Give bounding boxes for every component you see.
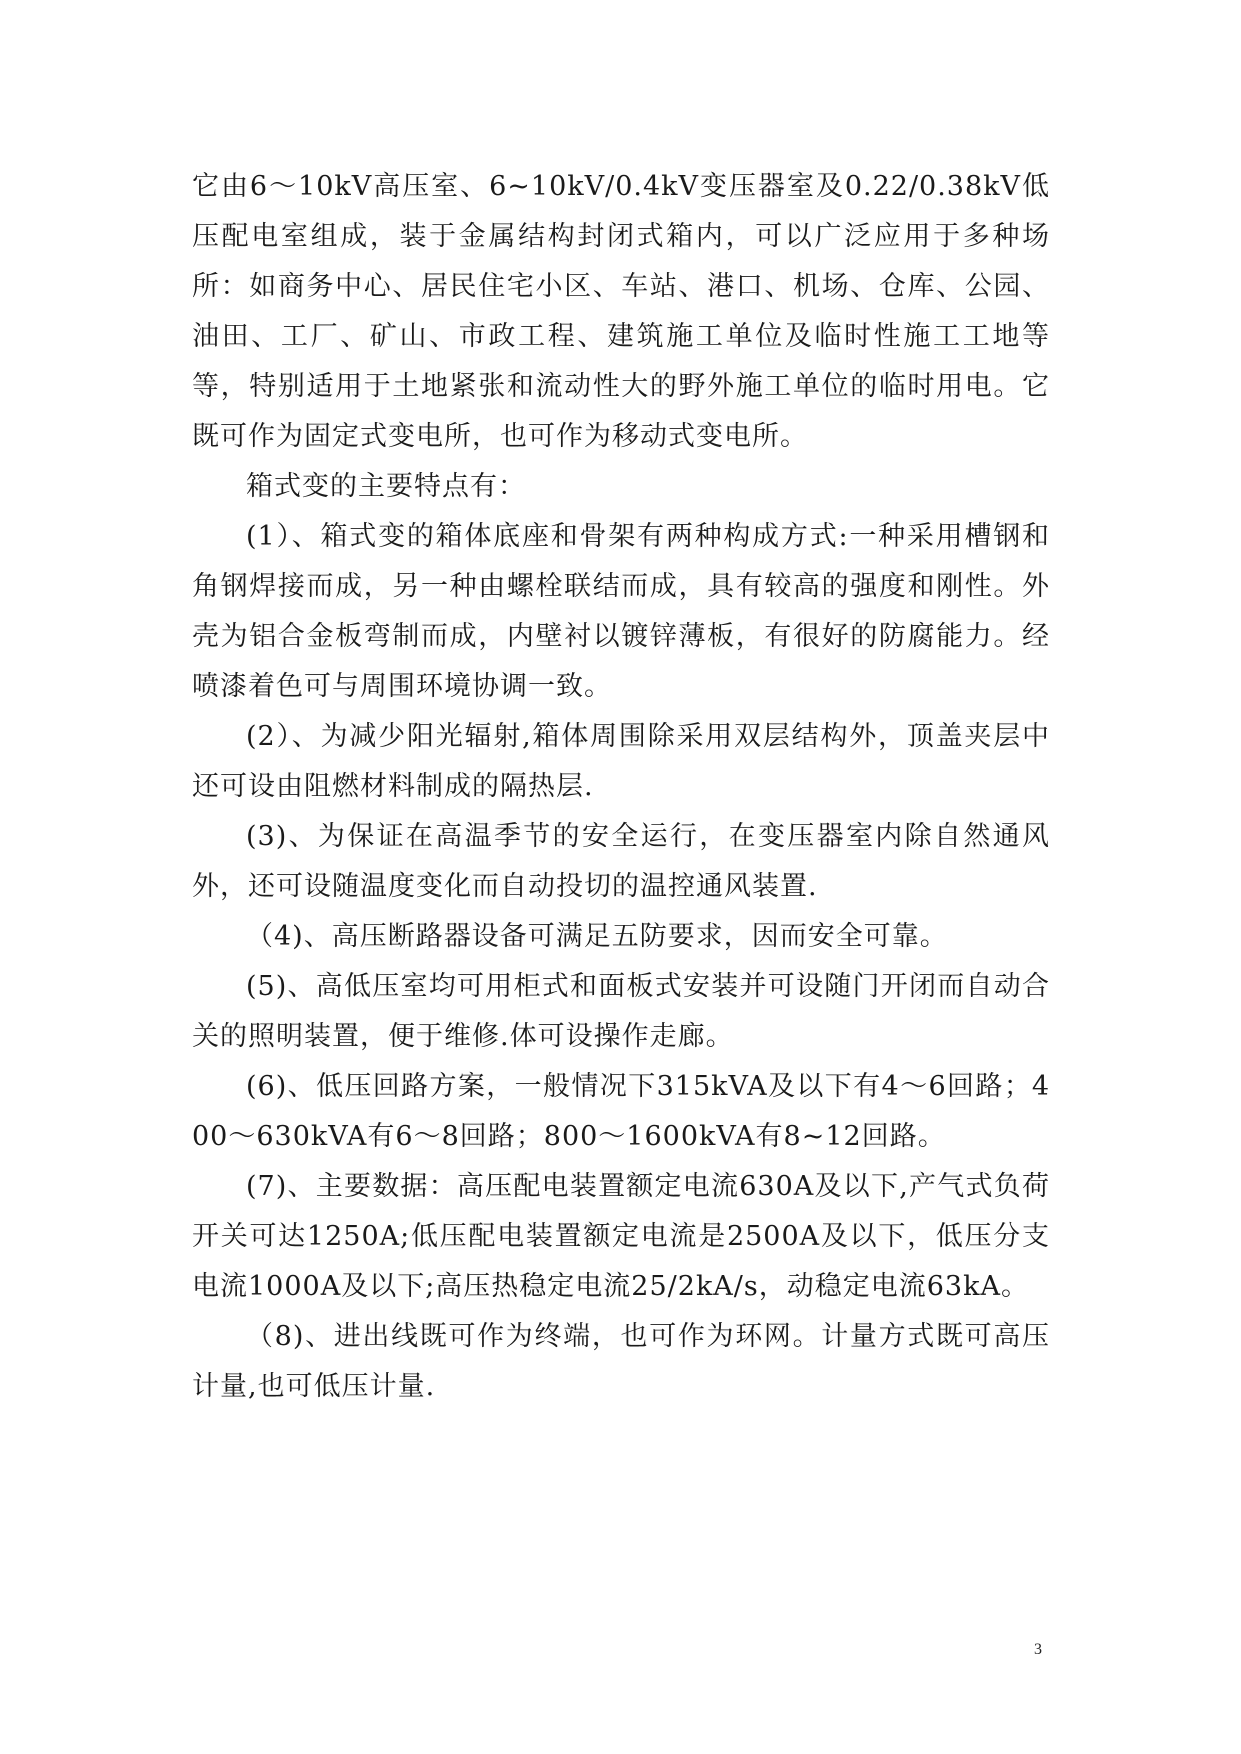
paragraph-feature-5: (5)、高低压室均可用柜式和面板式安装并可设随门开闭而自动合关的照明装置，便于维修.体可设操作走廊。 bbox=[192, 971, 1050, 1052]
paragraph-feature-1: (1）、箱式变的箱体底座和骨架有两种构成方式:一种采用槽钢和角钢焊接而成，另一种由螺栓联结而成，具有较高的强度和刚性。外壳为铝合金板弯制而成，内壁衬以镀锌薄板，有很好的防腐能力。经喷漆着色可与周围环境协调一致。 bbox=[192, 521, 1050, 702]
body-text bbox=[192, 162, 1050, 1412]
paragraph-feature-7: (7)、主要数据：高压配电装置额定电流630A及以下,产气式负荷开关可达1250A;低压配电装置额定电流是2500A及以下，低压分支电流1000A及以下;高压热稳定电流25/2kA/s，动稳定电流63kA。 bbox=[192, 1171, 1050, 1302]
paragraph-intro: 它由6～10kV高压室、6~10kV/0.4kV变压器室及0.22/0.38kV低压配电室组成，装于金属结构封闭式箱内，可以广泛应用于多种场所：如商务中心、居民住宅小区、车站、港口、机场、仓库、公园、油田、工厂、矿山、市政工程、建筑施工单位及临时性施工工地等等，特别适用于土地紧张和流动性大的野外施工单位的临时用电。它既可作为固定式变电所，也可作为移动式变电所。 bbox=[192, 171, 1050, 452]
paragraph-feature-3: (3)、为保证在高温季节的安全运行，在变压器室内除自然通风外，还可设随温度变化而自动投切的温控通风装置. bbox=[192, 821, 1050, 902]
paragraph-feature-2: (2）、为减少阳光辐射,箱体周围除采用双层结构外，顶盖夹层中还可设由阻燃材料制成的隔热层. bbox=[192, 721, 1050, 802]
paragraph-feature-6: (6)、低压回路方案，一般情况下315kVA及以下有4～6回路；400～630kVA有6～8回路；800～1600kVA有8~12回路。 bbox=[192, 1071, 1050, 1152]
paragraph-feature-4: （4)、高压断路器设备可满足五防要求，因而安全可靠。 bbox=[246, 921, 948, 952]
paragraph-features-heading: 箱式变的主要特点有： bbox=[246, 471, 526, 502]
paragraph-feature-8: （8)、进出线既可作为终端，也可作为环网。计量方式既可高压计量,也可低压计量. bbox=[192, 1321, 1050, 1402]
page-number: 3 bbox=[1034, 1641, 1042, 1658]
